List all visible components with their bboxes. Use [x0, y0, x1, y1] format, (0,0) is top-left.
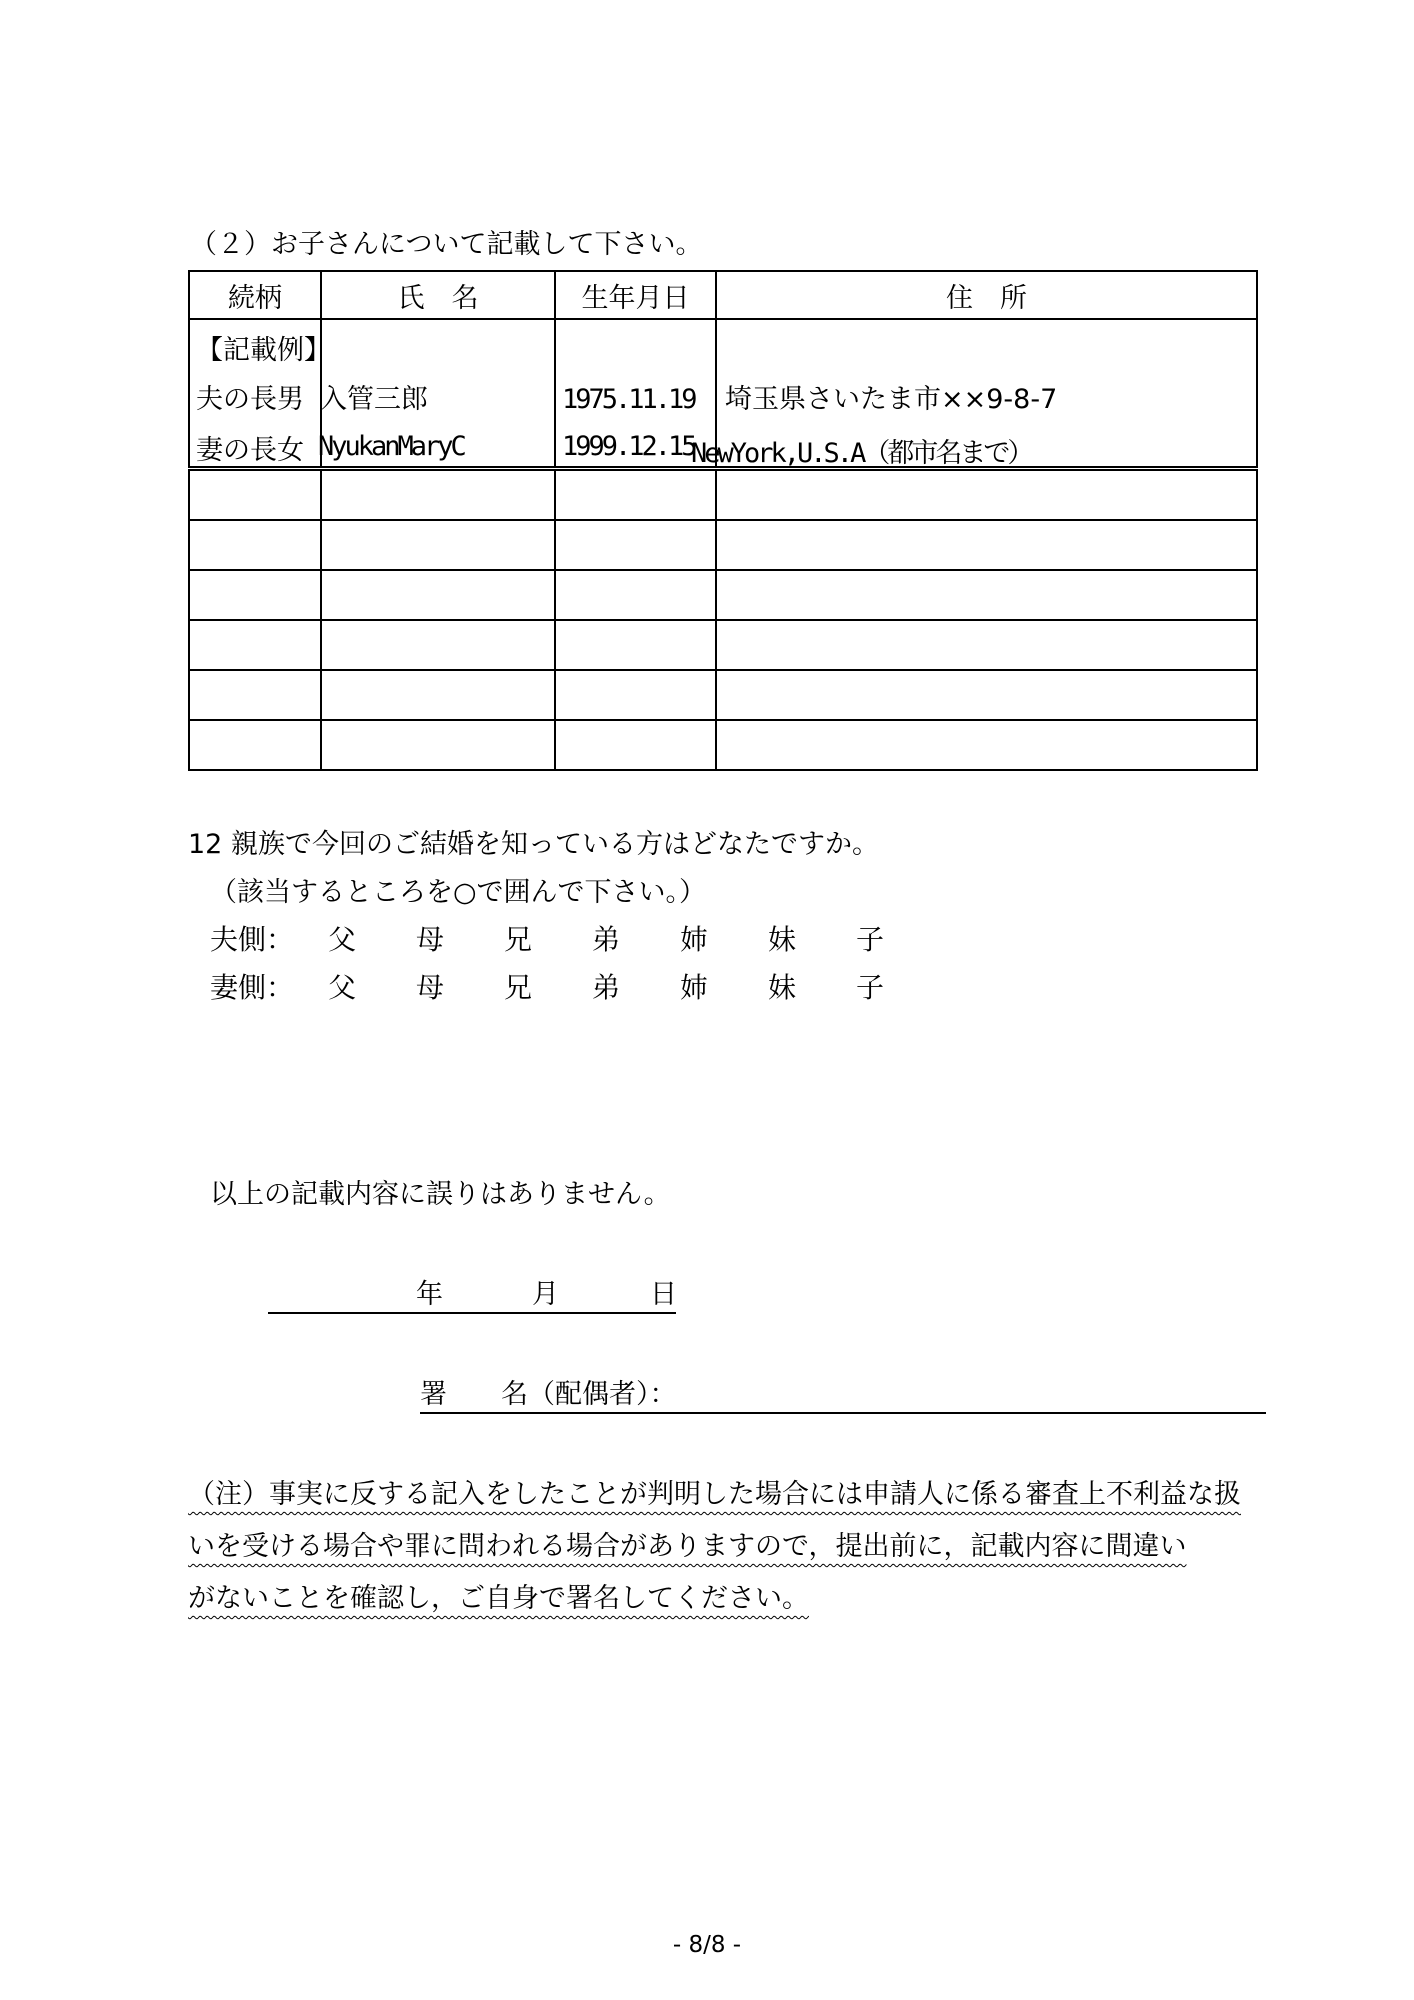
question-12-title: 12 親族で今回のご結婚を知っている方はどなたですか。	[188, 829, 879, 860]
example-address-cell	[691, 319, 1257, 469]
note-line-1-text: （注）事実に反する記入をしたことが判明した場合には申請人に係る審査上不利益な扱	[188, 1479, 1241, 1510]
date-year-label: 年	[416, 1279, 443, 1310]
blank-cell[interactable]	[555, 570, 716, 620]
blank-cell[interactable]	[321, 570, 555, 620]
table-row	[189, 570, 1257, 620]
husband-relative-elder-sister[interactable]: 姉	[680, 923, 709, 956]
blank-cell[interactable]	[189, 520, 321, 570]
blank-cell[interactable]	[716, 520, 1257, 570]
wife-relative-elder-brother[interactable]: 兄	[504, 971, 533, 1004]
blank-cell[interactable]	[716, 570, 1257, 620]
note-line-3	[188, 1576, 809, 1615]
blank-cell[interactable]	[716, 620, 1257, 670]
example-label: 【記載例】	[196, 335, 331, 366]
header-birthdate: 生年月日	[555, 271, 716, 319]
wife-side-label: 妻側：	[210, 971, 295, 1004]
wife-relative-younger-sister[interactable]: 妹	[768, 971, 797, 1004]
note-line-2	[188, 1524, 1186, 1563]
blank-cell[interactable]	[716, 469, 1257, 521]
blank-cell[interactable]	[555, 620, 716, 670]
husband-relative-younger-sister[interactable]: 妹	[768, 923, 797, 956]
husband-relative-younger-brother[interactable]: 弟	[592, 923, 621, 956]
blank-cell[interactable]	[189, 720, 321, 770]
wife-relative-father[interactable]: 父	[328, 971, 357, 1004]
question-12-instruction: （該当するところを○で囲んで下さい。）	[210, 877, 707, 908]
wife-relative-child[interactable]: 子	[856, 971, 885, 1004]
example-relation-2: 妻の長女	[196, 435, 304, 466]
table-row	[189, 720, 1257, 770]
blank-cell[interactable]	[321, 720, 555, 770]
husband-relative-father[interactable]: 父	[328, 923, 357, 956]
blank-cell[interactable]	[716, 670, 1257, 720]
date-month-label: 月	[532, 1279, 559, 1310]
blank-cell[interactable]	[555, 520, 716, 570]
children-section-title: （２）お子さんについて記載して下さい。	[190, 229, 703, 260]
table-row	[189, 469, 1257, 521]
blank-cell[interactable]	[189, 469, 321, 521]
date-day-label: 日	[650, 1279, 677, 1310]
blank-cell[interactable]	[555, 720, 716, 770]
example-birth-1: 1975.11.19	[562, 384, 695, 415]
note-line-2-text: いを受ける場合や罪に問われる場合がありますので，提出前に，記載内容に間違い	[188, 1531, 1187, 1562]
table-header-row	[189, 271, 1257, 319]
example-address-2: NewYork,U.S.A（都市名まで）	[691, 438, 1032, 469]
husband-relative-elder-brother[interactable]: 兄	[504, 923, 533, 956]
husband-side-label: 夫側：	[210, 923, 295, 956]
blank-cell[interactable]	[321, 469, 555, 521]
table-row	[189, 620, 1257, 670]
example-name-cell	[318, 319, 555, 469]
table-row	[189, 520, 1257, 570]
blank-cell[interactable]	[321, 620, 555, 670]
example-address-1: 埼玉県さいたま市××9-8-7	[725, 384, 1058, 415]
example-name-1: 入管三郎	[320, 384, 428, 415]
example-name-2: NyukanMaryC	[318, 431, 464, 462]
signature-line[interactable]	[420, 1412, 1266, 1414]
wife-relative-mother[interactable]: 母	[416, 971, 445, 1004]
blank-cell[interactable]	[321, 670, 555, 720]
example-relation-cell	[189, 319, 331, 469]
note-line-1	[188, 1472, 1241, 1511]
page-number: - 8/8 -	[672, 1932, 742, 1958]
blank-cell[interactable]	[189, 570, 321, 620]
header-name: 氏 名	[321, 271, 555, 319]
wife-relative-elder-sister[interactable]: 姉	[680, 971, 709, 1004]
husband-relative-child[interactable]: 子	[856, 923, 885, 956]
note-line-3-text: がないことを確認し，ご自身で署名してください。	[188, 1583, 809, 1614]
declaration-text: 以上の記載内容に誤りはありません。	[210, 1179, 671, 1210]
wife-relative-younger-brother[interactable]: 弟	[592, 971, 621, 1004]
signature-label: 署 名（配偶者）：	[420, 1379, 677, 1410]
children-table	[188, 270, 1258, 771]
table-row	[189, 670, 1257, 720]
blank-cell[interactable]	[321, 520, 555, 570]
example-relation-1: 夫の長男	[196, 384, 304, 415]
header-relation: 続柄	[189, 271, 321, 319]
blank-cell[interactable]	[716, 720, 1257, 770]
date-underline[interactable]	[268, 1312, 676, 1314]
blank-cell[interactable]	[189, 620, 321, 670]
example-birth-2: 1999.12.15	[562, 431, 695, 462]
blank-cell[interactable]	[189, 670, 321, 720]
husband-relative-mother[interactable]: 母	[416, 923, 445, 956]
blank-cell[interactable]	[555, 469, 716, 521]
example-row	[189, 319, 1257, 469]
blank-cell[interactable]	[555, 670, 716, 720]
header-address: 住 所	[716, 271, 1257, 319]
